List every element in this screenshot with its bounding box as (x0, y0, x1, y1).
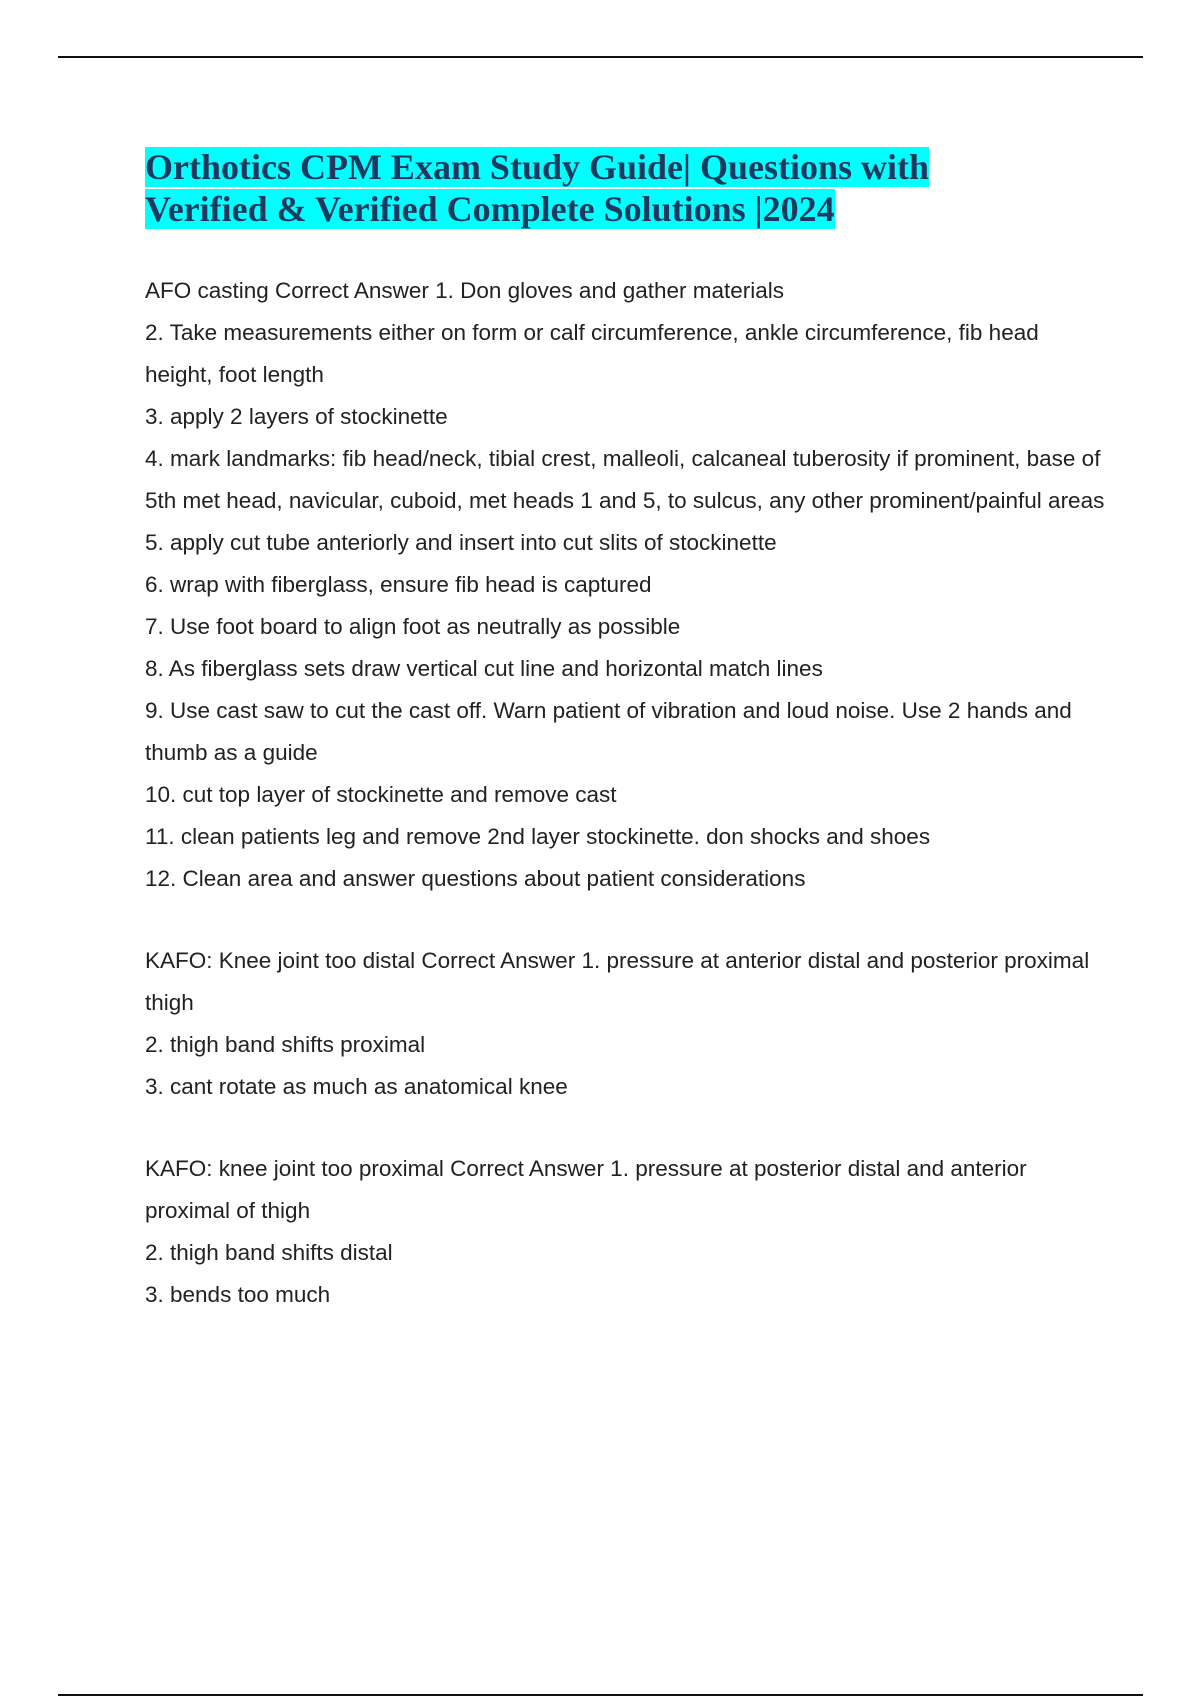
answer-line: KAFO: Knee joint too distal Correct Answer 1. pressure at anterior distal and posterior proximal thigh (145, 948, 1090, 1015)
answer-line: 8. As fiberglass sets draw vertical cut line and horizontal match lines (145, 656, 823, 681)
answer-line: 2. thigh band shifts proximal (145, 1032, 426, 1057)
answer-line: 5. apply cut tube anteriorly and insert into cut slits of stockinette (145, 530, 777, 555)
answer-line: 6. wrap with fiberglass, ensure fib head is captured (145, 572, 652, 597)
answer-line: 3. bends too much (145, 1282, 331, 1307)
qa-block-kafo-knee-too-distal (145, 940, 1105, 1108)
title-line-2: Verified & Verified Complete Solutions |2024 (145, 189, 835, 229)
header-rule (58, 56, 1143, 58)
answer-line: KAFO: knee joint too proximal Correct Answer 1. pressure at posterior distal and anterior proximal of thigh (145, 1156, 1027, 1223)
answer-line: AFO casting Correct Answer 1. Don gloves and gather materials (145, 278, 785, 303)
qa-block-kafo-knee-too-proximal (145, 1148, 1105, 1316)
title-line-1: Orthotics CPM Exam Study Guide| Questions with (145, 147, 929, 187)
answer-line: 4. mark landmarks: fib head/neck, tibial crest, malleoli, calcaneal tuberosity if prominent, base of 5th met head, navicular, cuboid, met heads 1 and 5, to sulcus, any other prominent/painful areas (145, 446, 1105, 513)
answer-line: 10. cut top layer of stockinette and remove cast (145, 782, 617, 807)
answer-line: 9. Use cast saw to cut the cast off. Warn patient of vibration and loud noise. Use 2 hands and thumb as a guide (145, 698, 1072, 765)
answer-line: 3. apply 2 layers of stockinette (145, 404, 448, 429)
answer-line: 2. thigh band shifts distal (145, 1240, 393, 1265)
answer-line: 7. Use foot board to align foot as neutrally as possible (145, 614, 681, 639)
answer-line: 11. clean patients leg and remove 2nd layer stockinette. don shocks and shoes (145, 824, 931, 849)
answer-line: 3. cant rotate as much as anatomical knee (145, 1074, 568, 1099)
answer-line: 2. Take measurements either on form or calf circumference, ankle circumference, fib head height, foot length (145, 320, 1039, 387)
footer-rule (58, 1694, 1143, 1696)
document-body (145, 270, 1105, 1316)
answer-line: 12. Clean area and answer questions about patient considerations (145, 866, 806, 891)
qa-block-afo-casting (145, 270, 1105, 900)
document-title (145, 146, 1105, 230)
